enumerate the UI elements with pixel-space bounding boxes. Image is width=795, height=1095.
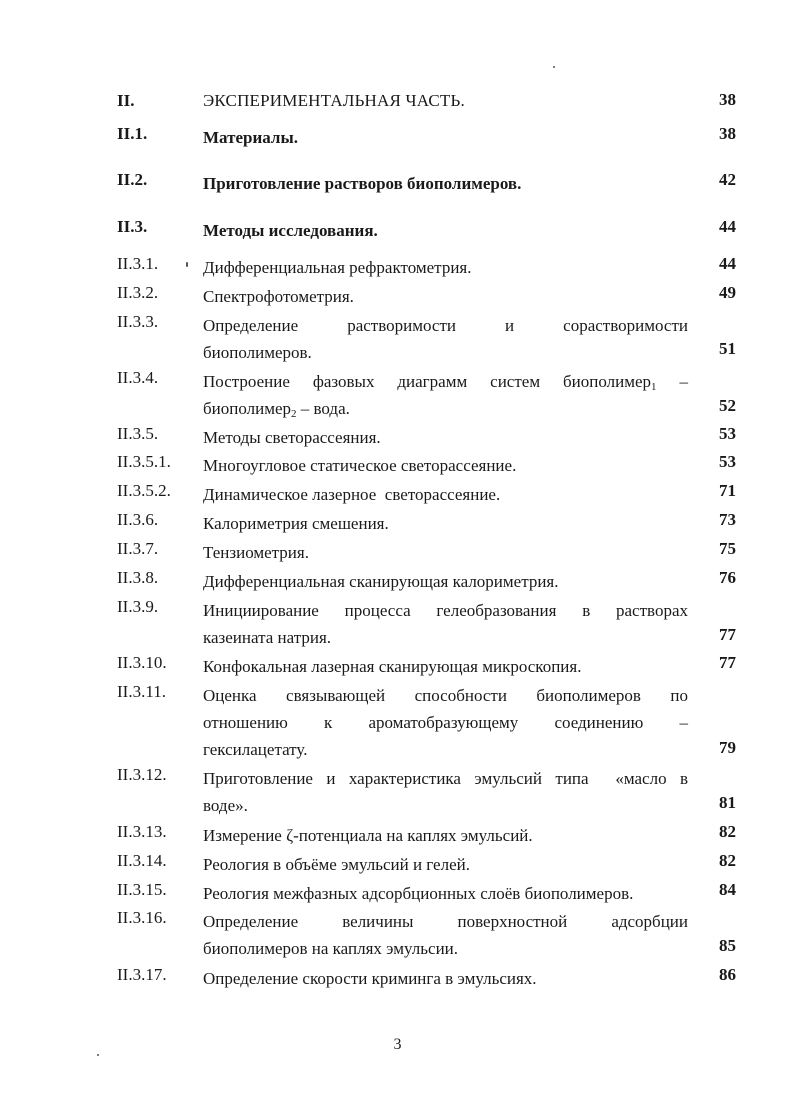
toc-entry-page: 81 bbox=[719, 793, 736, 812]
toc-entry-page: 82 bbox=[719, 822, 736, 841]
toc-entry-number: II.3.5.1. bbox=[117, 452, 171, 471]
toc-entry-title: Методы светорассеяния. bbox=[203, 428, 381, 447]
toc-entry-number: II.1. bbox=[117, 124, 148, 143]
toc-entry-page: 76 bbox=[719, 568, 736, 587]
toc-entry-title-line bbox=[203, 395, 688, 422]
toc-entry-title bbox=[203, 682, 688, 763]
title-text: биополимер bbox=[203, 399, 292, 418]
toc-entry-title: Материалы. bbox=[203, 128, 298, 147]
toc-entry-title: Измерение ζ-потенциала на каплях эмульсий. bbox=[203, 826, 533, 845]
toc-entry-title bbox=[203, 765, 688, 819]
toc-entry-number: II.3.10. bbox=[117, 653, 167, 672]
toc-entry-title: Динамическое лазерное светорассеяние. bbox=[203, 485, 501, 504]
toc-entry-number: II. bbox=[117, 91, 135, 110]
toc-entry-title-line: Оценка связывающей способности биополимеров по bbox=[203, 686, 688, 705]
toc-entry-title-line: биополимеров на каплях эмульсии. bbox=[203, 939, 459, 958]
toc-entry-number: II.3.3. bbox=[117, 312, 159, 331]
toc-entry-title bbox=[203, 908, 688, 962]
toc-entry-page: 75 bbox=[719, 539, 736, 558]
scan-speck bbox=[553, 66, 555, 68]
toc-entry-number: II.3.2. bbox=[117, 283, 159, 302]
toc-entry-number: II.3.11. bbox=[117, 682, 166, 701]
toc-entry-title-line: Приготовление и характеристика эмульсий типа «масло в bbox=[203, 769, 688, 788]
toc-entry-page: 52 bbox=[719, 396, 736, 415]
toc-entry-title-line: Определение величины поверхностной адсорбции bbox=[203, 912, 688, 931]
toc-entry-number: II.3.12. bbox=[117, 765, 167, 784]
toc-entry-page: 85 bbox=[719, 936, 736, 955]
toc-entry-title: Тензиометрия. bbox=[203, 543, 309, 562]
toc-entry-page: 73 bbox=[719, 510, 736, 529]
toc-entry-title: Дифференциальная рефрактометрия. bbox=[203, 258, 472, 277]
toc-entry-title: Дифференциальная сканирующая калориметрия. bbox=[203, 572, 559, 591]
toc-entry-page: 42 bbox=[719, 170, 736, 189]
toc-entry-number: II.3.9. bbox=[117, 597, 159, 616]
toc-entry-page: 53 bbox=[719, 424, 736, 443]
toc-entry-title-line: Инициирование процесса гелеобразования в растворах bbox=[203, 601, 688, 620]
toc-entry-title-line: гексилацетату. bbox=[203, 740, 308, 759]
toc-entry-title-line: казеината натрия. bbox=[203, 628, 332, 647]
toc-entry-number: II.3.5.2. bbox=[117, 481, 171, 500]
toc-entry-number: II.3.15. bbox=[117, 880, 167, 899]
toc-entry-title: Спектрофотометрия. bbox=[203, 287, 354, 306]
page-number: 3 bbox=[393, 1036, 402, 1053]
toc-entry-page: 44 bbox=[719, 217, 736, 236]
toc-entry-title bbox=[203, 312, 688, 366]
toc-entry-title: Конфокальная лазерная сканирующая микроскопия. bbox=[203, 657, 582, 676]
toc-entry-number: II.3.6. bbox=[117, 510, 159, 529]
toc-entry-number: II.3.7. bbox=[117, 539, 159, 558]
toc-entry-title bbox=[203, 597, 688, 651]
toc-entry-page: 53 bbox=[719, 452, 736, 471]
toc-entry-title: Реология межфазных адсорбционных слоёв биополимеров. bbox=[203, 884, 634, 903]
toc-entry-title: Методы исследования. bbox=[203, 221, 378, 240]
toc-entry-number: II.3.5. bbox=[117, 424, 159, 443]
scan-speck bbox=[186, 262, 188, 267]
toc-entry-page: 38 bbox=[719, 124, 736, 143]
title-text: – вода. bbox=[296, 399, 350, 418]
toc-entry-page: 38 bbox=[719, 90, 736, 109]
toc-entry-page: 49 bbox=[719, 283, 736, 302]
toc-entry-title-line: биополимеров. bbox=[203, 343, 312, 362]
toc-entry-number: II.3.4. bbox=[117, 368, 159, 387]
dash: – bbox=[656, 372, 688, 391]
toc-entry-number: II.3.1. bbox=[117, 254, 159, 273]
toc-entry-page: 71 bbox=[719, 481, 736, 500]
toc-entry-page: 44 bbox=[719, 254, 736, 273]
toc-entry-title: Многоугловое статическое светорассеяние. bbox=[203, 456, 517, 475]
toc-entry-number: II.2. bbox=[117, 170, 148, 189]
toc-entry-number: II.3.16. bbox=[117, 908, 167, 927]
toc-entry-page: 51 bbox=[719, 339, 736, 358]
toc-entry-number: II.3.14. bbox=[117, 851, 167, 870]
toc-entry-page: 84 bbox=[719, 880, 736, 899]
toc-entry-number: II.3.17. bbox=[117, 965, 167, 984]
toc-entry-number: II.3.8. bbox=[117, 568, 159, 587]
toc-entry-title: Калориметрия смешения. bbox=[203, 514, 389, 533]
subscript: 2 bbox=[291, 408, 297, 420]
toc-entry-page: 77 bbox=[719, 653, 736, 672]
toc-entry-title-line: отношению к ароматобразующему соединению – bbox=[203, 713, 688, 732]
toc-entry-title-line bbox=[203, 368, 688, 395]
subscript: 1 bbox=[651, 381, 657, 393]
scan-speck bbox=[97, 1054, 99, 1056]
toc-entry-number: II.3.13. bbox=[117, 822, 167, 841]
toc-entry-title: Реология в объёме эмульсий и гелей. bbox=[203, 855, 470, 874]
toc-entry-title-line: воде». bbox=[203, 796, 248, 815]
toc-entry-page: 82 bbox=[719, 851, 736, 870]
toc-entry-page: 77 bbox=[719, 625, 736, 644]
toc-entry-title-line: Определение растворимости и сорастворимости bbox=[203, 316, 688, 335]
toc-entry-number: II.3. bbox=[117, 217, 148, 236]
toc-entry-title: Определение скорости криминга в эмульсиях. bbox=[203, 969, 537, 988]
toc-entry-title: ЭКСПЕРИМЕНТАЛЬНАЯ ЧАСТЬ. bbox=[203, 91, 465, 110]
toc-entry-page: 79 bbox=[719, 738, 736, 757]
toc-entry-page: 86 bbox=[719, 965, 736, 984]
toc-entry-title bbox=[203, 368, 688, 422]
title-text: Построение фазовых диаграмм систем биополимер bbox=[203, 372, 652, 391]
toc-entry-title: Приготовление растворов биополимеров. bbox=[203, 174, 522, 193]
